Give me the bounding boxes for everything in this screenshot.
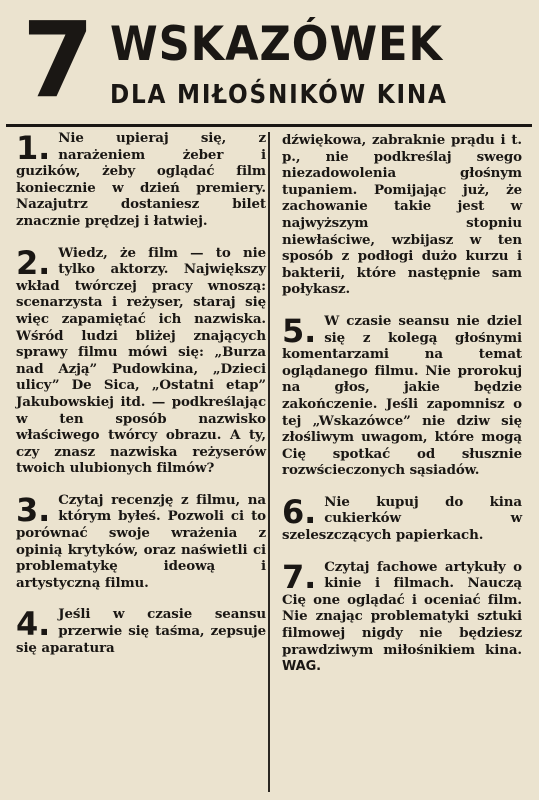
- header-rule: [6, 124, 532, 127]
- tip-4-continued: [282, 132, 522, 298]
- tip-text: W czasie seansu nie dziel się z kolegą głośnymi komentarzami na temat oglądanego filmu. Nie prorokuj na głos, jakie będzie zakończenie. Jeśli zapomnisz o tej „Wskazówce” nie dziw się złośliwym uwagom, które mogą Cię spotkać od słusznie rozwścieczonych sąsiadów.: [282, 312, 522, 479]
- tip-1: [16, 130, 266, 230]
- tip-5: [282, 313, 522, 479]
- tip-number: 7.: [282, 557, 317, 596]
- tip-number: 1.: [16, 129, 51, 167]
- tip-4: [16, 606, 266, 656]
- column-divider: [268, 132, 270, 792]
- tip-text-body: Czytaj fachowe artykuły o kinie i filmach. Nauczą Cię one oglądać i oceniać film. Nie znając problematyki sztuki filmowej nigdy nie będziesz prawdziwym miłośnikiem kina.: [282, 558, 522, 658]
- tip-2: [16, 245, 266, 477]
- tip-number: 5.: [282, 311, 317, 350]
- tip-text: Nie kupuj do kina cukierków w szeleszczących papierkach.: [282, 493, 522, 544]
- tip-text: [282, 559, 522, 676]
- tip-6: [282, 494, 522, 544]
- tip-text: Nie upieraj się, z narażeniem żeber i guzików, żeby oglądać film koniecznie w dzień premiery. Nazajutrz dostaniesz bilet znacznie prędzej i łatwiej.: [16, 130, 266, 229]
- right-column: [282, 132, 522, 691]
- tip-number: 2.: [16, 243, 51, 282]
- headline-subtitle: DLA MIŁOŚNIKÓW KINA: [110, 80, 448, 110]
- tip-3: [16, 492, 266, 592]
- headline-title: WSKAZÓWEK: [110, 17, 443, 72]
- tip-number: 4.: [16, 605, 51, 644]
- tip-text: Wiedz, że film — to nie tylko aktorzy. Największy wkład twórczej pracy wnoszą: scenarzysta i reżyser, staraj się więc zapamiętać ich nazwiska. Wśród ludzi bliżej znających sprawy filmu mówi się: „Burza nad Azją” Pudowkina, „Dzieci ulicy” De Sica, „Ostatni etap” Jakubowskiej itd. — podkreślając w ten sposób nazwisko właściwego twórcy obrazu. A ty, czy znasz nazwiska reżyserów twoich ulubionych filmów?: [16, 244, 266, 477]
- headline-number: 7: [22, 0, 93, 121]
- left-column: [16, 130, 266, 671]
- tip-text: Czytaj recenzję z filmu, na którym byłeś. Pozwoli ci to porównać swoje wrażenia z opinią krytyków, oraz naświetli ci problematykę ideową i artystyczną filmu.: [16, 491, 266, 591]
- tip-number: 6.: [282, 492, 317, 531]
- tip-number: 3.: [16, 490, 51, 529]
- author-signature: WAG.: [282, 659, 322, 675]
- tip-text: dźwiękowa, zabraknie prądu i t. p., nie podkreślaj swego niezadowolenia głośnym tupaniem. Pomijając już, że zachowanie takie jest w najwyższym stopniu niewłaściwe, wzbijasz w ten sposób z podłogi dużo kurzu i bakterii, które następnie sam połykasz.: [282, 132, 522, 298]
- tip-7: [282, 559, 522, 676]
- article-header: [0, 0, 539, 122]
- tip-text: Jeśli w czasie seansu przerwie się taśma, zepsuje się aparatura: [16, 606, 266, 656]
